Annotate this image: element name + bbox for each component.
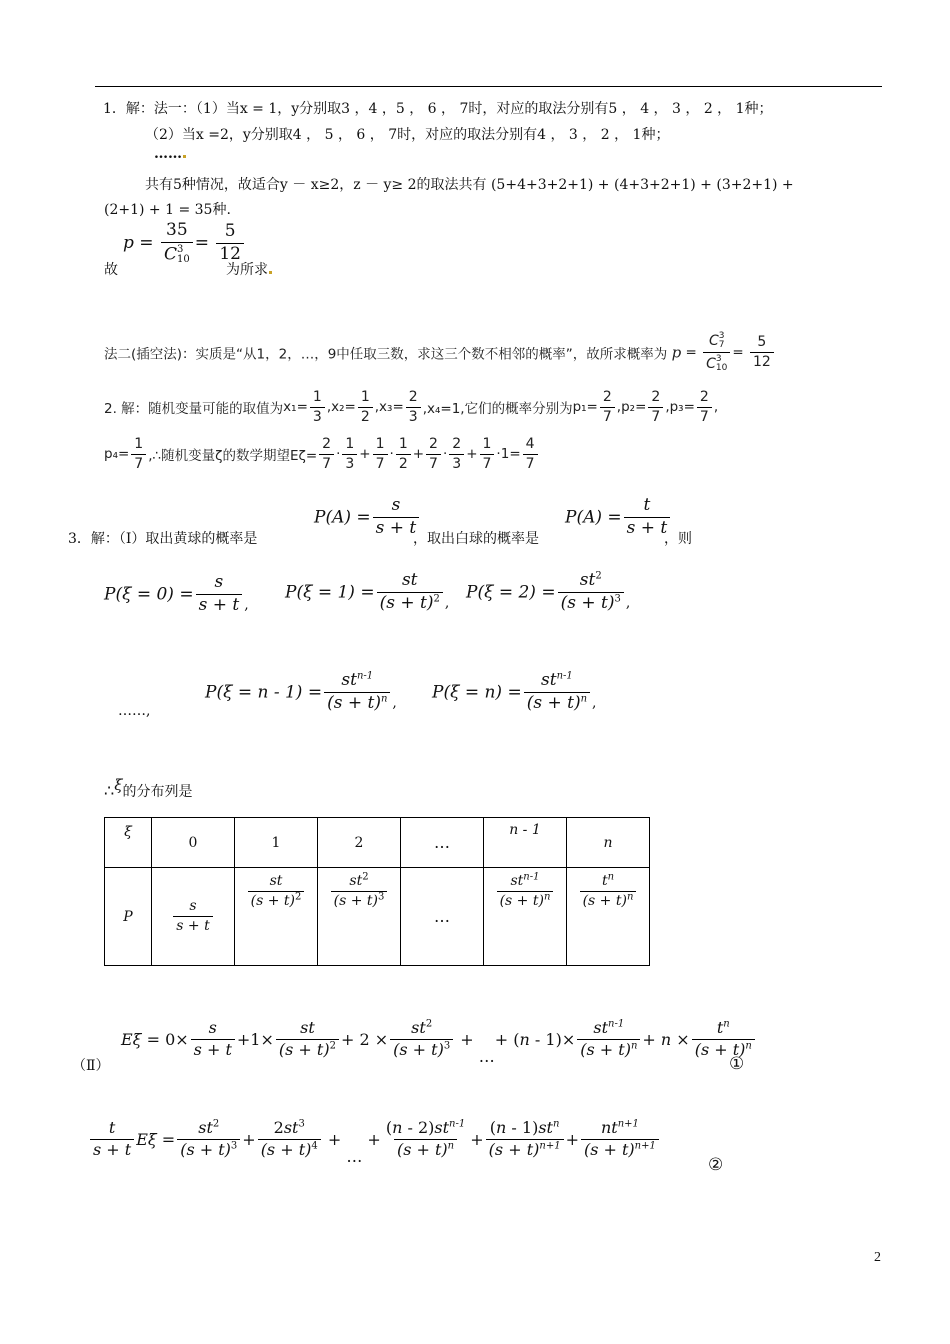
header-rule <box>95 86 882 87</box>
q3-p1: P(ξ = 1) = $\frac{st}{(s + t)^2}$ $_,$ <box>285 570 450 613</box>
table-head-1: 1 <box>235 818 318 868</box>
q3-end: ，则 <box>664 531 692 547</box>
q3-label: 3．解：（Ⅰ）取出黄球的概率是 <box>68 531 258 547</box>
table-head-n: n <box>567 818 650 868</box>
table-head-n-minus-1: n - 1 <box>484 818 567 868</box>
table-cell-p1: $\frac{st}{(s + t)^2}$ <box>235 868 318 966</box>
table-cell-pn: $\frac{t^n}{(s + t)^n}$ <box>567 868 650 966</box>
table-cell-p0: $\frac{s}{s + t}$ <box>152 868 235 966</box>
q1-method2: 法二(插空法)：实质是“从1，2，…，9中任取三数，求这三个数不相邻的概率”，故所求概率为 p = C 3 7 C 3 10 = $\frac{5}{12}$ <box>104 332 776 373</box>
q3-p0: P(ξ = 0) = $\frac{s}{s + t}$ $_,$ <box>104 572 249 615</box>
q2-line2: p₄= $\frac{1}{7}$ ,∴随机变量ζ的数学期望Eζ= $\frac{2}{7}$ · $\frac{1}{3}$ + $\frac{1}{7}$ · $\frac{1}{2}$ + $\frac{2}{7}$ · $\frac{2}{3}$ + $\frac{1}{7}$ ·1= $\frac{4}{7}$ <box>104 437 540 471</box>
q1-line2: （2）当x =2，y分别取4 ， 5 ， 6 ， 7时，对应的取法分别有4 ， 3 ， 2 ， 1种； <box>145 127 670 143</box>
q1-line4: (2+1) + 1 = 35种. <box>104 202 231 218</box>
q1-answer-suffix: 为所求 <box>226 259 272 279</box>
q3-circle-1: ① <box>729 1054 745 1074</box>
q3-dist-intro: ∴ξ的分布列是 <box>104 776 193 800</box>
table-row <box>105 868 650 966</box>
table-head-2: 2 <box>318 818 401 868</box>
q3-pn: P(ξ = n) = $\frac{st^{n-1}}{(s + t)^n}$ $_,$ <box>432 670 597 713</box>
page-number: 2 <box>874 1250 881 1265</box>
q3-pa-formula: P(A) = $\frac{s}{s + t}$ <box>314 497 421 538</box>
q3-equation-2: $\frac{t}{s + t}$ Eξ = $\frac{st^2}{(s + t)^3}$ + $\frac{2st^3}{(s + t)^4}$ + … + $\frac{(n - 2)st^{n-1}}{(s + t)^n}$ + $\frac{(n - 1)st^n}{(s + t)^{n+1}}$ + $\frac{nt^{n+1}}{(s + t)^{n+1}}$ <box>88 1120 661 1166</box>
q3-circle-2: ② <box>708 1155 724 1175</box>
q3-pb-formula: P(A) = $\frac{t}{s + t}$ <box>565 497 672 538</box>
table-cell-pn1: $\frac{st^{n-1}}{(s + t)^n}$ <box>484 868 567 966</box>
table-head-dots: … <box>401 818 484 868</box>
q1-line3: 共有5种情况，故适合y － x≥2，z － y≥ 2的取法共有 (5+4+3+2+1) + (4+3+2+1) + (3+2+1) + <box>145 177 794 193</box>
table-row-label: P <box>105 868 152 966</box>
q1-probability-formula: p = 35 C 3 10 = $\frac{5}{12}$ <box>123 222 246 265</box>
q1-ellipsis: …… <box>154 146 186 162</box>
table-row <box>105 818 650 868</box>
table-cell-p2: $\frac{st^2}{(s + t)^3}$ <box>318 868 401 966</box>
table-cell-dots: … <box>401 868 484 966</box>
q1-gu: 故 <box>104 262 118 278</box>
q1-line1: 1．解：法一：（1）当x = 1，y分别取3 ，4 ，5 ， 6 ， 7时，对应的取法分别有5 ， 4 ， 3 ， 2 ， 1种； <box>103 101 773 117</box>
q3-mid: ，取出白球的概率是 <box>413 531 539 547</box>
table-head-0: 0 <box>152 818 235 868</box>
q3-pn1: P(ξ = n - 1) = $\frac{st^{n-1}}{(s + t)^n}$ $_,$ <box>205 670 397 713</box>
q2-line1: 2. 解：随机变量可能的取值为x₁= $\frac{1}{3}$ ,x₂= $\frac{1}{2}$ ,x₃= $\frac{2}{3}$ ,x₄=1,它们的概率分别为p₁= $\frac{2}{7}$ ,p₂= $\frac{2}{7}$ ,p₃= $\frac{2}{7}$ , <box>104 389 719 425</box>
distribution-table <box>104 817 650 966</box>
q3-part2-label: （Ⅱ） <box>72 1058 110 1074</box>
q3-p2: P(ξ = 2) = $\frac{st^2}{(s + t)^3}$ $_,$ <box>466 570 631 613</box>
q3-equation-1: Eξ = 0× $\frac{s}{s + t}$ +1× $\frac{st}{(s + t)^2}$ + 2 × $\frac{st^2}{(s + t)^3}$ + …+ (n - 1)× $\frac{st^{n-1}}{(s + t)^n}$ + n × $\frac{t^n}{(s + t)^n}$ <box>121 1020 757 1066</box>
table-head-xi: ξ <box>105 818 152 868</box>
q3-dots: ……, <box>118 703 151 719</box>
